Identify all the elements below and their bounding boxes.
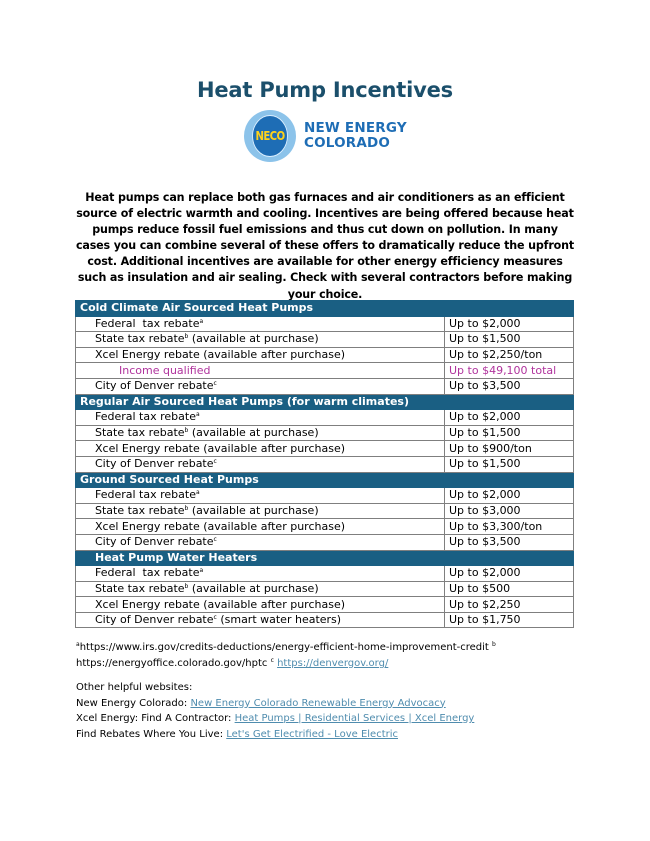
footnote-ref: a xyxy=(195,489,200,497)
new-energy-colorado-link[interactable]: New Energy Colorado Renewable Energy Advocacy xyxy=(190,697,446,709)
new-energy-colorado-logo xyxy=(244,110,424,166)
section-header-row xyxy=(76,550,574,566)
incentive-label xyxy=(76,316,445,332)
incentive-value: Up to $2,250/ton xyxy=(445,347,574,363)
helpful-websites xyxy=(76,680,596,742)
incentive-label-text: State tax rebate xyxy=(95,426,185,440)
neco-badge-icon xyxy=(244,110,296,162)
incentive-label xyxy=(76,410,445,426)
incentive-label-text: City of Denver rebate xyxy=(95,457,214,471)
incentive-label-text: Xcel Energy rebate (available after purchase) xyxy=(95,519,346,533)
section-header: Heat Pump Water Heaters xyxy=(76,550,445,566)
table-row xyxy=(76,347,574,363)
helpful-item xyxy=(76,711,596,727)
footnote-ref: b xyxy=(184,427,189,435)
incentive-label-text: State tax rebate xyxy=(95,332,185,346)
incentive-value: Up to $49,100 total xyxy=(445,363,574,379)
incentive-label-text: Income qualified xyxy=(119,363,211,377)
incentive-label-text: Federal tax rebate xyxy=(95,316,200,330)
table-row xyxy=(76,488,574,504)
incentive-label-suffix: (available at purchase) xyxy=(188,504,319,518)
table-row xyxy=(76,597,574,613)
table-row xyxy=(76,519,574,535)
incentive-label xyxy=(76,425,445,441)
table-row xyxy=(76,566,574,582)
section-header: Ground Sourced Heat Pumps xyxy=(76,472,445,488)
section-header-row xyxy=(76,301,574,317)
footnote-ref: c xyxy=(213,536,217,544)
incentive-value: Up to $2,000 xyxy=(445,410,574,426)
incentive-label-text: City of Denver rebate xyxy=(95,535,214,549)
incentives-table xyxy=(75,300,574,628)
incentive-label xyxy=(76,441,445,457)
helpful-item xyxy=(76,696,596,712)
helpful-item-label: New Energy Colorado: xyxy=(76,697,191,709)
helpful-heading: Other helpful websites: xyxy=(76,682,193,693)
incentive-label-suffix: (available at purchase) xyxy=(188,581,319,595)
incentive-value: Up to $3,000 xyxy=(445,503,574,519)
incentive-label-suffix: (available at purchase) xyxy=(188,332,319,346)
footnote-b-text: https://energyoffice.colorado.gov/hptc xyxy=(76,657,268,669)
footnote-b-mark: b xyxy=(492,641,496,648)
page-title: Heat Pump Incentives xyxy=(197,78,453,102)
incentive-value: Up to $1,500 xyxy=(445,332,574,348)
footnotes xyxy=(76,640,576,671)
table-row xyxy=(76,363,574,379)
incentive-label-suffix: (available at purchase) xyxy=(188,426,319,440)
incentive-label xyxy=(76,503,445,519)
footnote-ref: b xyxy=(184,582,189,590)
footnote-ref: a xyxy=(199,567,204,575)
incentive-value: Up to $3,300/ton xyxy=(445,519,574,535)
footnote-a-text: https://www.irs.gov/credits-deductions/energy-efficient-home-improvement-credit xyxy=(79,642,489,653)
logo-line-1: NEW ENERGY xyxy=(304,120,407,136)
footnote-ref: b xyxy=(184,505,189,513)
incentive-label-text: Xcel Energy rebate (available after purchase) xyxy=(95,441,346,455)
incentive-value: Up to $3,500 xyxy=(445,534,574,550)
section-header: Cold Climate Air Sourced Heat Pumps xyxy=(76,301,445,317)
section-header-value xyxy=(445,394,574,410)
incentive-value: Up to $3,500 xyxy=(445,378,574,394)
incentive-label xyxy=(76,519,445,535)
incentive-label xyxy=(76,363,445,379)
helpful-item xyxy=(76,727,596,743)
denvergov-link[interactable]: https://denvergov.org/ xyxy=(277,657,389,669)
neco-badge-text: NECO xyxy=(252,115,288,157)
footnote-ref: a xyxy=(195,411,200,419)
incentive-label xyxy=(76,612,445,628)
footnote-ref: b xyxy=(184,333,189,341)
section-header-row xyxy=(76,472,574,488)
section-header: Regular Air Sourced Heat Pumps (for warm climates) xyxy=(76,394,445,410)
footnote-ref: c xyxy=(213,614,217,622)
incentive-label-text: Federal tax rebate xyxy=(95,410,196,424)
section-header-row xyxy=(76,394,574,410)
incentive-label-text: Xcel Energy rebate (available after purchase) xyxy=(95,597,346,611)
table-row xyxy=(76,441,574,457)
logo-wordmark xyxy=(304,121,407,151)
incentive-label xyxy=(76,347,445,363)
incentive-label xyxy=(76,488,445,504)
table-row xyxy=(76,332,574,348)
incentive-label xyxy=(76,378,445,394)
xcel-heat-pumps-link[interactable]: Heat Pumps | Residential Services | Xcel Energy xyxy=(234,713,475,724)
table-row xyxy=(76,316,574,332)
helpful-item-label: Xcel Energy: Find A Contractor: xyxy=(76,713,235,724)
table-row xyxy=(76,456,574,472)
incentive-label-text: City of Denver rebate xyxy=(95,379,214,393)
incentive-label xyxy=(76,566,445,582)
incentive-label xyxy=(76,534,445,550)
incentive-value: Up to $1,500 xyxy=(445,425,574,441)
incentive-value: Up to $500 xyxy=(445,581,574,597)
logo-line-2: COLORADO xyxy=(304,135,391,151)
section-header-value xyxy=(445,550,574,566)
footnote-c-mark: c xyxy=(270,656,274,664)
table-row xyxy=(76,503,574,519)
incentive-label xyxy=(76,332,445,348)
incentive-value: Up to $2,000 xyxy=(445,316,574,332)
footnote-ref: c xyxy=(213,458,217,466)
incentive-label-text: Federal tax rebate xyxy=(95,488,196,502)
incentive-value: Up to $2,000 xyxy=(445,566,574,582)
incentive-label-text: City of Denver rebate xyxy=(95,613,214,627)
table-row xyxy=(76,410,574,426)
incentive-label xyxy=(76,597,445,613)
incentive-label-text: State tax rebate xyxy=(95,504,185,518)
section-header-value xyxy=(445,301,574,317)
footnote-ref: a xyxy=(199,317,204,325)
incentive-label xyxy=(76,456,445,472)
table-row xyxy=(76,612,574,628)
love-electric-link[interactable]: Let's Get Electrified - Love Electric xyxy=(226,728,398,740)
incentive-label xyxy=(76,581,445,597)
section-header-value xyxy=(445,472,574,488)
incentive-value: Up to $1,500 xyxy=(445,456,574,472)
helpful-item-label: Find Rebates Where You Live: xyxy=(76,728,227,740)
incentive-label-text: Xcel Energy rebate (available after purchase) xyxy=(95,348,346,362)
incentive-value: Up to $900/ton xyxy=(445,441,574,457)
incentive-label-text: Federal tax rebate xyxy=(95,566,200,580)
table-row xyxy=(76,425,574,441)
incentive-label-text: State tax rebate xyxy=(95,581,185,595)
incentive-value: Up to $2,000 xyxy=(445,488,574,504)
incentive-value: Up to $2,250 xyxy=(445,597,574,613)
incentive-label-suffix: (smart water heaters) xyxy=(216,613,342,627)
intro-paragraph: Heat pumps can replace both gas furnaces and air conditioners as an efficient source of electric warmth and cooling. Incentives are being offered because heat pumps reduce fossil fuel emissions and thus cut down on pollution. In many cases you can combine several of these offers to dramatically reduce the upfront cost. Additional incentives are available for other energy efficiency measures such as insulation and air sealing. Check with several contractors before making your choice. xyxy=(75,191,575,301)
footnote-ref: c xyxy=(213,380,217,388)
footnote-a-mark: a xyxy=(76,641,80,648)
table-row xyxy=(76,581,574,597)
incentive-value: Up to $1,750 xyxy=(445,612,574,628)
table-row xyxy=(76,534,574,550)
table-row xyxy=(76,378,574,394)
